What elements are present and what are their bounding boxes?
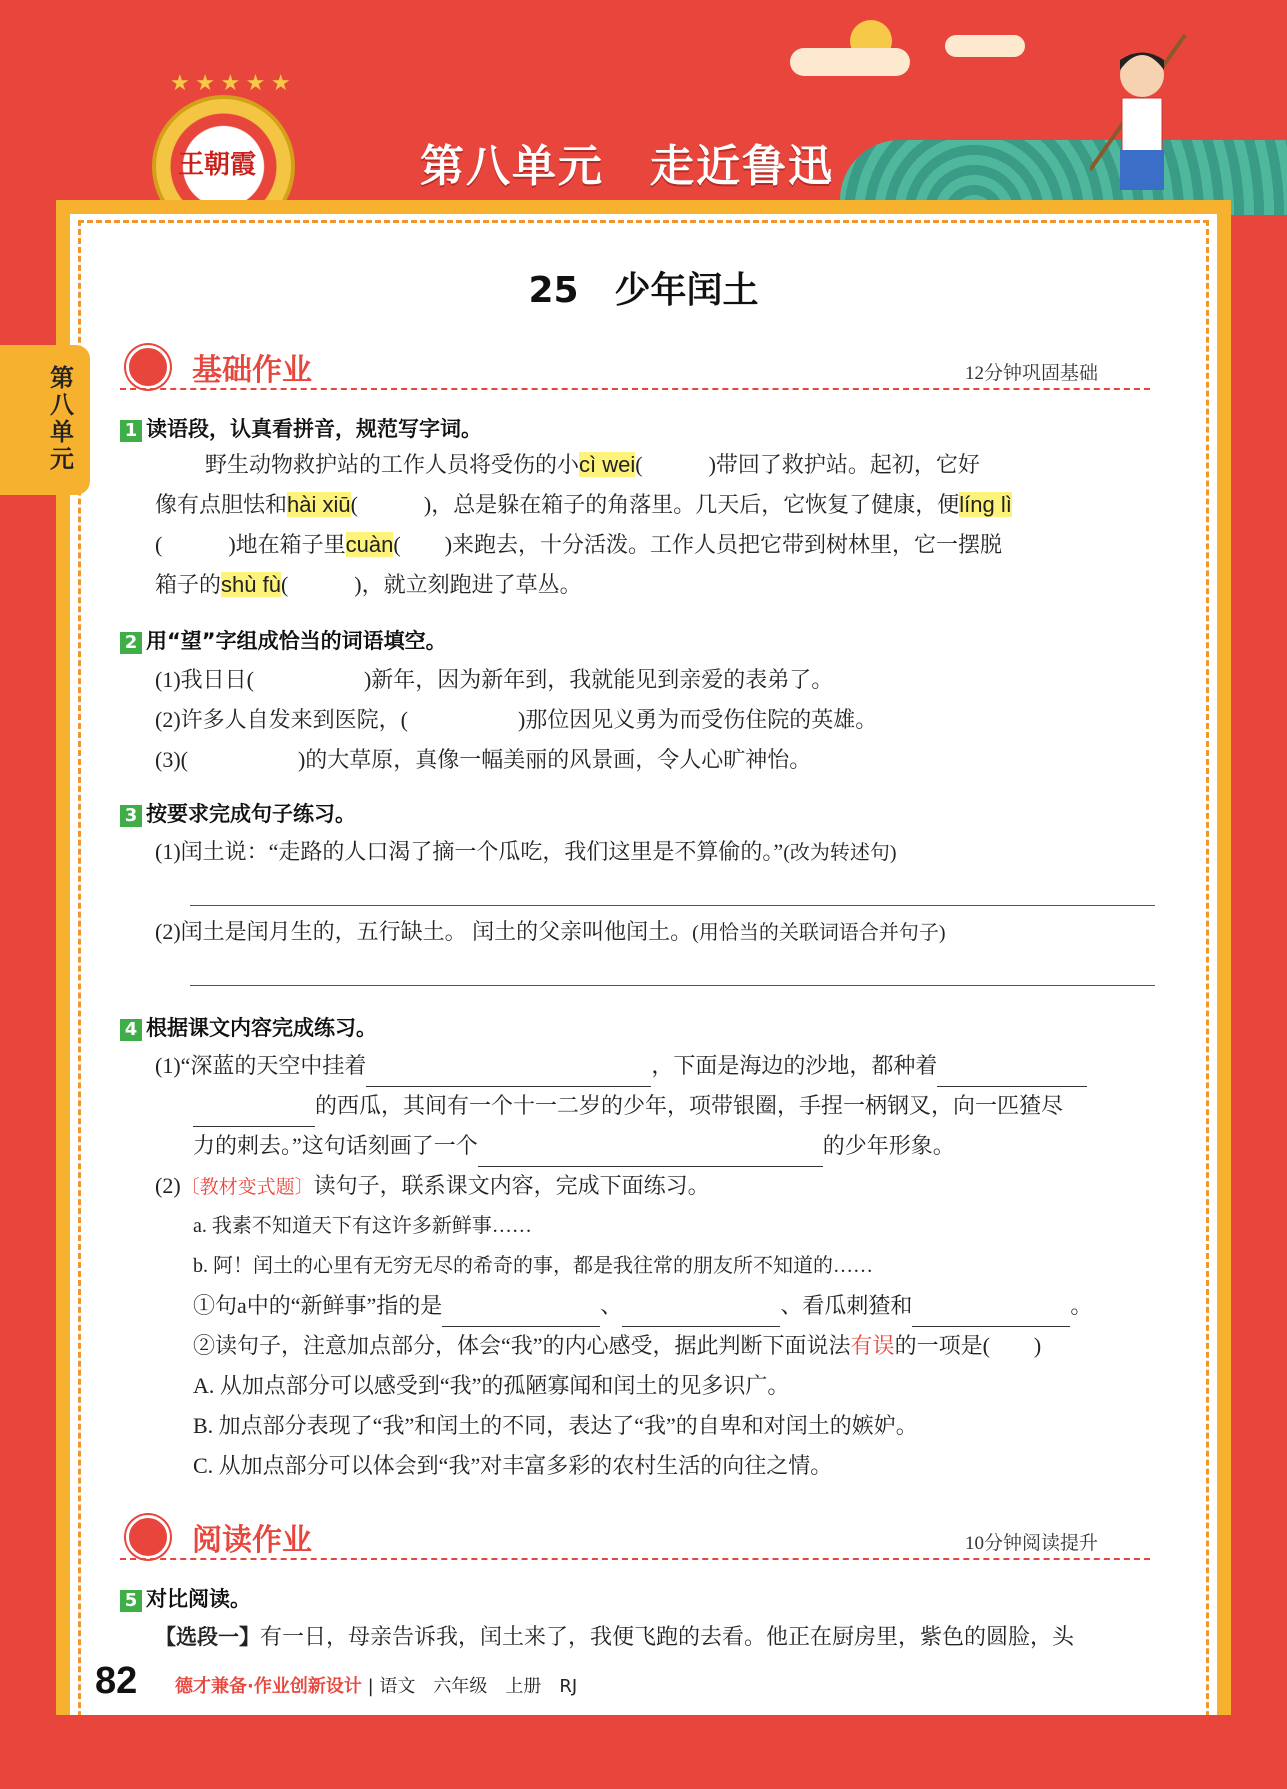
section-divider: [120, 1558, 1150, 1560]
unit-title: 第八单元 走近鲁迅: [420, 142, 834, 191]
blank[interactable]: [912, 1286, 1070, 1327]
q4-line: (2)〔教材变式题〕读句子，联系课文内容，完成下面练习。: [155, 1173, 710, 1198]
question-2-header: 2 用“望”字组成恰当的词语填空。: [120, 625, 447, 655]
section-title: 基础作业: [192, 353, 312, 388]
footer-band: [56, 1715, 1231, 1789]
answer-line[interactable]: [190, 905, 1155, 906]
question-5-header: 5 对比阅读。: [120, 1583, 251, 1613]
brand-logo: 王朝霞: [152, 95, 295, 238]
q3-item: (2)闰土是闰月生的，五行缺土。 闰土的父亲叫他闰土。(用恰当的关联词语合并句子): [155, 919, 946, 944]
section-icon: [126, 345, 170, 389]
stars-decoration: ★ ★ ★ ★ ★: [170, 70, 291, 95]
q1-line: 野生动物救护站的工作人员将受伤的小cì wei( )带回了救护站。起初，它好: [205, 452, 980, 477]
section-icon: [126, 1515, 170, 1559]
blank[interactable]: [366, 1046, 651, 1087]
section-subtitle: 10分钟阅读提升: [965, 1533, 1099, 1554]
blank[interactable]: [478, 1126, 823, 1167]
question-1-header: 1 读语段，认真看拼音，规范写字词。: [120, 413, 482, 443]
answer-line[interactable]: [190, 985, 1155, 986]
option-b: B. 加点部分表现了“我”和闰土的不同，表达了“我”的自卑和对闰土的嫉妒。: [193, 1413, 918, 1438]
blank[interactable]: [937, 1046, 1087, 1087]
q2-item: (3)( )的大草原，真像一幅美丽的风景画，令人心旷神怡。: [155, 747, 812, 772]
q1-line: 箱子的shù fù( )，就立刻跑进了草丛。: [155, 572, 582, 597]
question-3-header: 3 按要求完成句子练习。: [120, 798, 356, 828]
lesson-title: 25 少年闰土: [528, 270, 759, 311]
cloud-decoration: [790, 48, 910, 76]
sentence-b: b. 阿！闰土的心里有无穷无尽的希奇的事，都是我往常的朋友所不知道的……: [193, 1255, 873, 1277]
q2-item: (2)许多人自发来到医院，( )那位因见义勇为而受伤住院的英雄。: [155, 707, 878, 732]
question-4-header: 4 根据课文内容完成练习。: [120, 1012, 377, 1042]
blank[interactable]: [622, 1286, 780, 1327]
blank[interactable]: [442, 1286, 600, 1327]
q1-line: ( )地在箱子里cuàn( )来跑去，十分活泼。工作人员把它带到树林里，它一摆脱: [155, 532, 1003, 557]
blank[interactable]: [193, 1086, 315, 1127]
q4-line: 的西瓜，其间有一个十一二岁的少年，项带银圈，手捏一柄钢叉，向一匹猹尽: [193, 1086, 1063, 1127]
section-title: 阅读作业: [192, 1523, 312, 1558]
q3-item: (1)闰土说：“走路的人口渴了摘一个瓜吃，我们这里是不算偷的。”(改为转述句): [155, 839, 897, 864]
boy-with-pitchfork-illustration: [1090, 30, 1190, 200]
reading-passage-line: 【选段一】有一日，母亲告诉我，闰土来了，我便飞跑的去看。他正在厨房里，紫色的圆脸，头: [155, 1624, 1075, 1649]
q4-subquestion-2: ②读句子，注意加点部分，体会“我”的内心感受，据此判断下面说法有误的一项是( ): [193, 1333, 1042, 1358]
section-subtitle: 12分钟巩固基础: [965, 363, 1099, 384]
side-tab: 第八单元: [0, 345, 90, 495]
option-a: A. 从加点部分可以感受到“我”的孤陋寡闻和闰土的见多识广。: [193, 1373, 790, 1398]
cloud-decoration: [945, 35, 1025, 57]
footer-text: 德才兼备·作业创新设计 | 语文 六年级 上册 RJ: [175, 1676, 578, 1697]
q2-item: (1)我日日( )新年，因为新年到，我就能见到亲爱的表弟了。: [155, 667, 834, 692]
q4-line: 力的刺去。”这句话刻画了一个 的少年形象。: [193, 1126, 955, 1167]
q1-line: 像有点胆怯和hài xiū( )，总是躲在箱子的角落里。几天后，它恢复了健康，便líng lì: [155, 492, 1012, 517]
page-number: 82: [95, 1660, 138, 1702]
sentence-a: a. 我素不知道天下有这许多新鲜事……: [193, 1215, 532, 1237]
q4-line: (1)“深蓝的天空中挂着 ，下面是海边的沙地，都种着: [155, 1046, 1087, 1087]
option-c: C. 从加点部分可以体会到“我”对丰富多彩的农村生活的向往之情。: [193, 1453, 833, 1478]
section-divider: [120, 388, 1150, 390]
q4-subquestion-1: ①句a中的“新鲜事”指的是 、 、看瓜刺猹和 。: [193, 1286, 1092, 1327]
